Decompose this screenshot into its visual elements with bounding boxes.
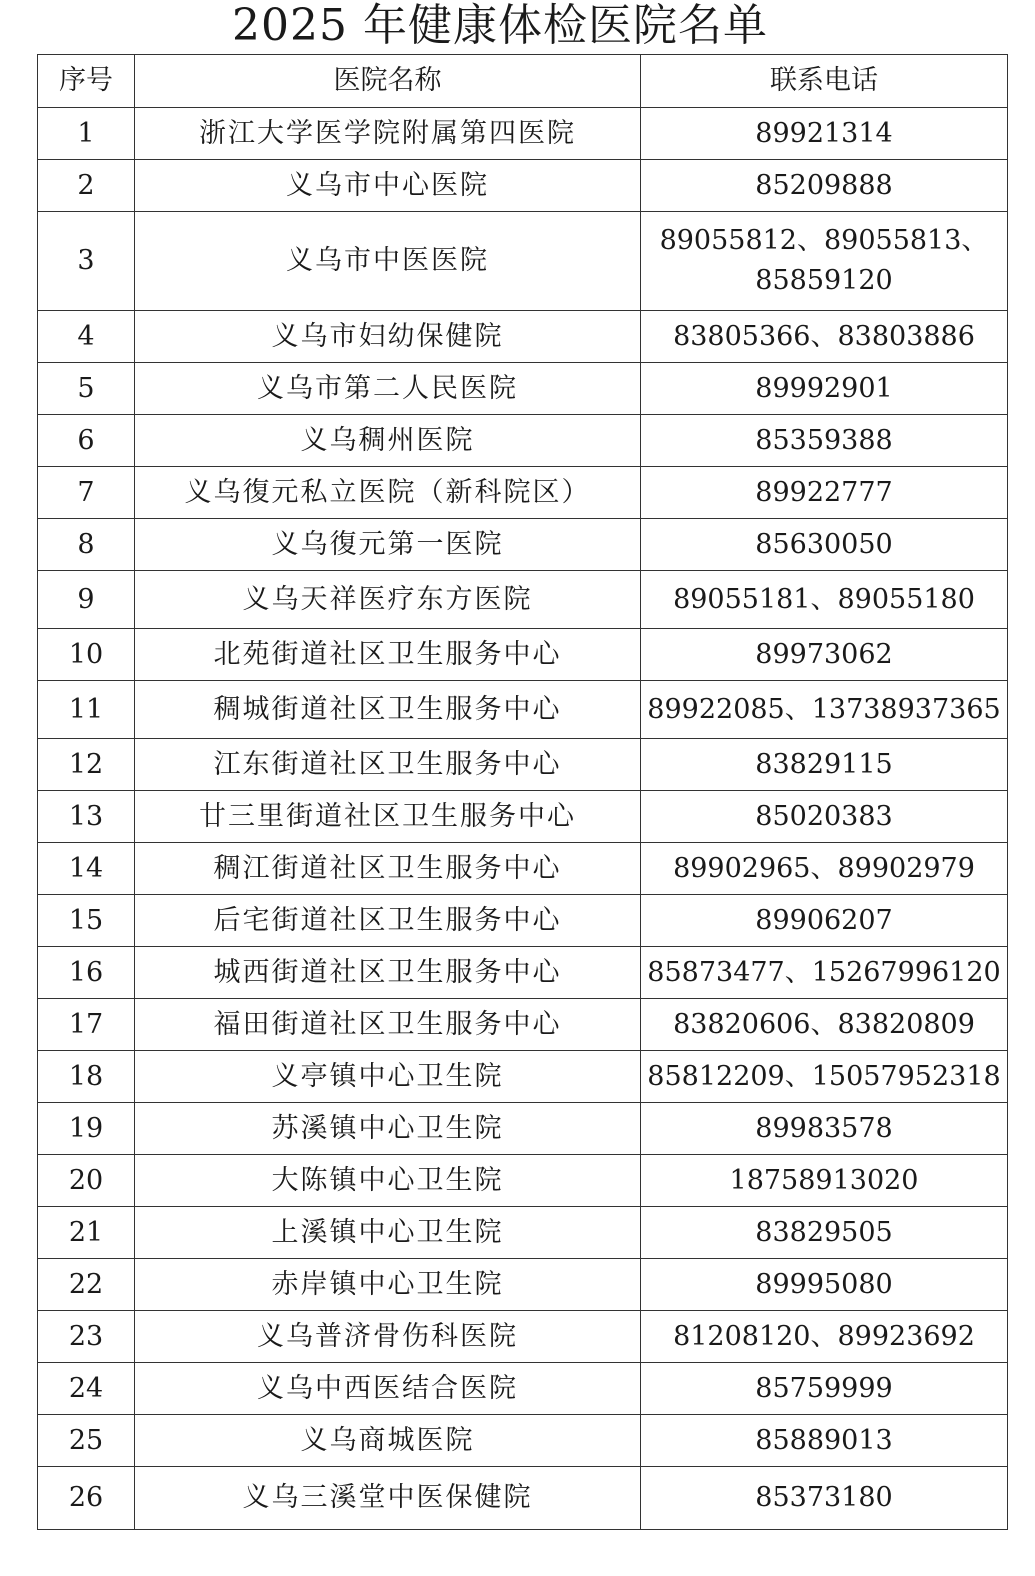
phone-number: 85812209、15057952318	[641, 1051, 1008, 1103]
row-index: 8	[38, 519, 135, 571]
hospital-name: 义乌市第二人民医院	[135, 363, 641, 415]
phone-number: 83820606、83820809	[641, 999, 1008, 1051]
table-row	[38, 1051, 1008, 1103]
phone-number: 81208120、89923692	[641, 1311, 1008, 1363]
table-row	[38, 467, 1008, 519]
header-hospital-name: 医院名称	[135, 55, 641, 108]
hospital-name: 赤岸镇中心卫生院	[135, 1259, 641, 1311]
row-index: 24	[38, 1363, 135, 1415]
hospital-name: 后宅街道社区卫生服务中心	[135, 895, 641, 947]
row-index: 5	[38, 363, 135, 415]
phone-number: 83829115	[641, 739, 1008, 791]
hospital-name: 义乌市妇幼保健院	[135, 311, 641, 363]
row-index: 19	[38, 1103, 135, 1155]
hospital-name: 稠城街道社区卫生服务中心	[135, 681, 641, 739]
hospital-name: 城西街道社区卫生服务中心	[135, 947, 641, 999]
table-row	[38, 739, 1008, 791]
table-header-row	[38, 55, 1008, 108]
hospital-name: 苏溪镇中心卫生院	[135, 1103, 641, 1155]
table-row	[38, 311, 1008, 363]
table-row	[38, 212, 1008, 311]
phone-number: 89921314	[641, 108, 1008, 160]
table-row	[38, 1103, 1008, 1155]
row-index: 14	[38, 843, 135, 895]
row-index: 23	[38, 1311, 135, 1363]
row-index: 9	[38, 571, 135, 629]
row-index: 2	[38, 160, 135, 212]
row-index: 15	[38, 895, 135, 947]
header-phone: 联系电话	[641, 55, 1008, 108]
phone-number-continued: 85859120	[755, 265, 893, 296]
hospital-name: 义乌稠州医院	[135, 415, 641, 467]
hospital-name: 义乌商城医院	[135, 1415, 641, 1467]
hospital-name: 福田街道社区卫生服务中心	[135, 999, 641, 1051]
hospital-name: 义乌天祥医疗东方医院	[135, 571, 641, 629]
table-row	[38, 791, 1008, 843]
phone-number-cell	[641, 212, 1008, 311]
row-index: 17	[38, 999, 135, 1051]
phone-number: 89902965、89902979	[641, 843, 1008, 895]
table-row	[38, 1207, 1008, 1259]
hospital-name: 义乌三溪堂中医保健院	[135, 1467, 641, 1530]
row-index: 21	[38, 1207, 135, 1259]
hospital-name: 上溪镇中心卫生院	[135, 1207, 641, 1259]
table-row	[38, 947, 1008, 999]
phone-number: 83829505	[641, 1207, 1008, 1259]
hospital-name: 义乌普济骨伤科医院	[135, 1311, 641, 1363]
row-index: 20	[38, 1155, 135, 1207]
hospital-name: 义乌復元第一医院	[135, 519, 641, 571]
hospital-name: 义乌市中心医院	[135, 160, 641, 212]
hospital-name: 义亭镇中心卫生院	[135, 1051, 641, 1103]
phone-number: 89055181、89055180	[641, 571, 1008, 629]
phone-number: 89992901	[641, 363, 1008, 415]
row-index: 4	[38, 311, 135, 363]
table-row	[38, 1415, 1008, 1467]
table-row	[38, 571, 1008, 629]
hospital-table	[37, 54, 1008, 1530]
table-row	[38, 999, 1008, 1051]
row-index: 26	[38, 1467, 135, 1530]
table-row	[38, 895, 1008, 947]
phone-number: 89055812、89055813、	[659, 225, 989, 256]
phone-number: 85759999	[641, 1363, 1008, 1415]
table-row	[38, 1467, 1008, 1530]
hospital-name: 义乌市中医医院	[135, 212, 641, 311]
hospital-name: 北苑街道社区卫生服务中心	[135, 629, 641, 681]
row-index: 10	[38, 629, 135, 681]
phone-number: 83805366、83803886	[641, 311, 1008, 363]
phone-number: 89906207	[641, 895, 1008, 947]
row-index: 22	[38, 1259, 135, 1311]
phone-number: 85373180	[641, 1467, 1008, 1530]
page-title: 2025 年健康体检医院名单	[232, 0, 768, 51]
row-index: 12	[38, 739, 135, 791]
hospital-name: 浙江大学医学院附属第四医院	[135, 108, 641, 160]
row-index: 16	[38, 947, 135, 999]
table-row	[38, 415, 1008, 467]
hospital-name: 江东街道社区卫生服务中心	[135, 739, 641, 791]
table-row	[38, 108, 1008, 160]
table-row	[38, 519, 1008, 571]
phone-number: 89922777	[641, 467, 1008, 519]
table-row	[38, 160, 1008, 212]
row-index: 11	[38, 681, 135, 739]
hospital-name: 廿三里街道社区卫生服务中心	[135, 791, 641, 843]
phone-number: 85889013	[641, 1415, 1008, 1467]
header-index: 序号	[38, 55, 135, 108]
row-index: 18	[38, 1051, 135, 1103]
hospital-name: 稠江街道社区卫生服务中心	[135, 843, 641, 895]
row-index: 13	[38, 791, 135, 843]
row-index: 3	[38, 212, 135, 311]
table-row	[38, 1259, 1008, 1311]
row-index: 1	[38, 108, 135, 160]
phone-number: 89983578	[641, 1103, 1008, 1155]
hospital-name: 义乌復元私立医院（新科院区）	[135, 467, 641, 519]
phone-number: 85020383	[641, 791, 1008, 843]
row-index: 25	[38, 1415, 135, 1467]
hospital-name: 义乌中西医结合医院	[135, 1363, 641, 1415]
table-row	[38, 681, 1008, 739]
hospital-name: 大陈镇中心卫生院	[135, 1155, 641, 1207]
phone-number: 85209888	[641, 160, 1008, 212]
phone-number: 85359388	[641, 415, 1008, 467]
phone-number: 85873477、15267996120	[641, 947, 1008, 999]
table-row	[38, 1363, 1008, 1415]
phone-number: 89973062	[641, 629, 1008, 681]
row-index: 6	[38, 415, 135, 467]
table-row	[38, 363, 1008, 415]
phone-number: 89995080	[641, 1259, 1008, 1311]
row-index: 7	[38, 467, 135, 519]
table-row	[38, 843, 1008, 895]
table-row	[38, 1155, 1008, 1207]
table-row	[38, 629, 1008, 681]
phone-number: 85630050	[641, 519, 1008, 571]
phone-number: 18758913020	[641, 1155, 1008, 1207]
table-row	[38, 1311, 1008, 1363]
phone-number: 89922085、13738937365	[641, 681, 1008, 739]
